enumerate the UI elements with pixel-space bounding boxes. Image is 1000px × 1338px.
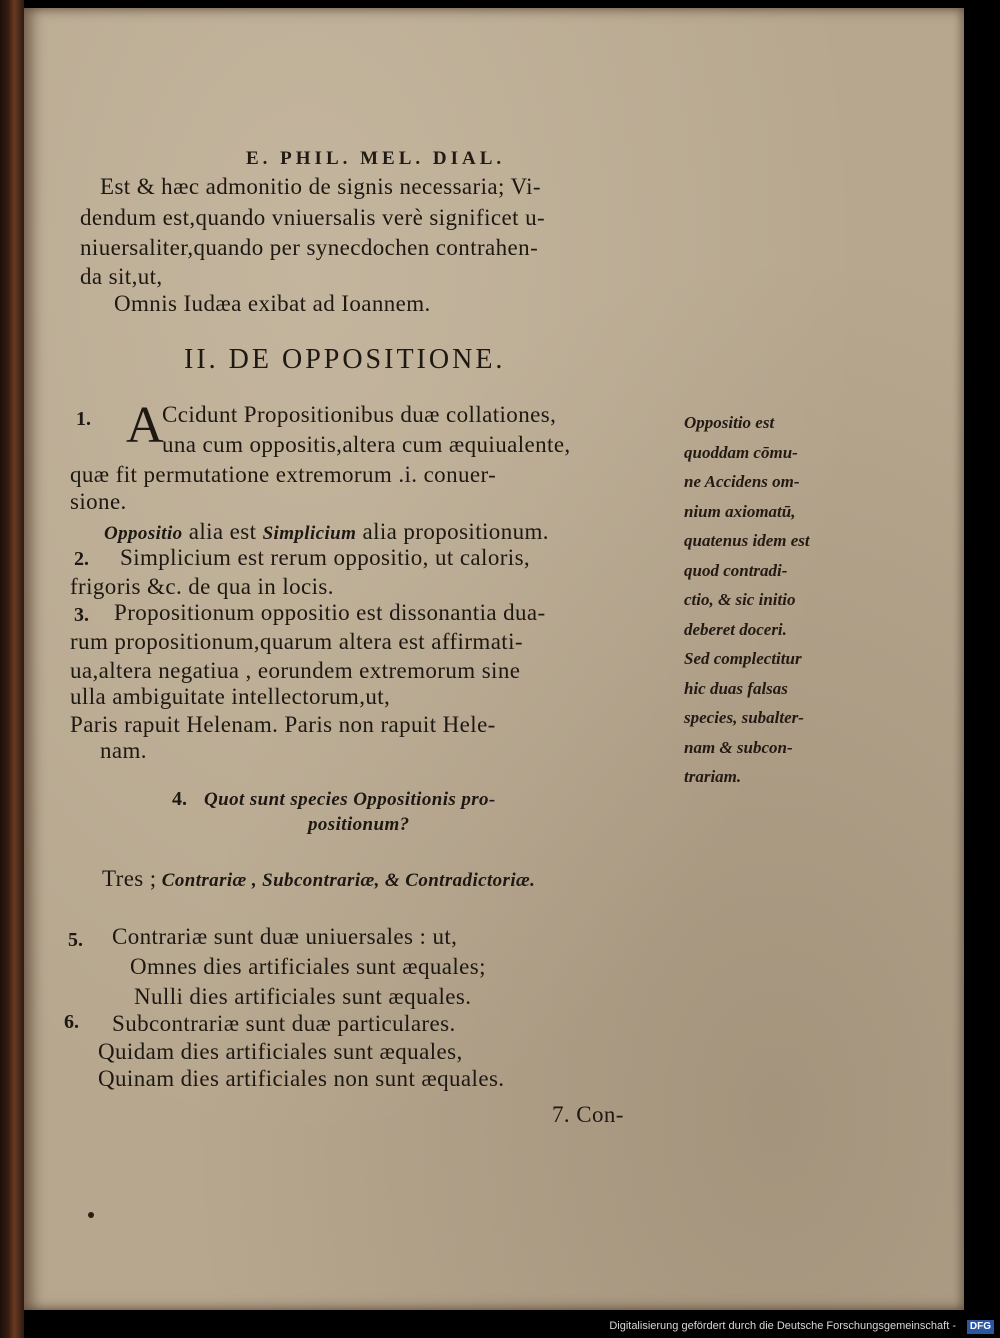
paragraph-number-1: 1. xyxy=(76,408,91,430)
margin-note-line: nium axiomatū, xyxy=(684,501,796,521)
paragraph-number-2: 2. xyxy=(74,548,89,570)
para1-line-3: quæ fit permutatione extremorum .i. conuer- xyxy=(70,462,497,487)
para3-line-6: nam. xyxy=(100,738,147,763)
para6-line-3: Quinam dies artificiales non sunt æquales. xyxy=(98,1066,505,1091)
margin-note-line: quod contradi- xyxy=(684,560,788,580)
book-page xyxy=(24,8,964,1310)
para3-line-3: ua,altera negatiua , eorundem extremorum sine xyxy=(70,658,521,683)
section-heading: II. DE OPPOSITIONE. xyxy=(184,344,506,375)
intro-line-4: da sit,ut, xyxy=(80,264,163,289)
margin-note-line: nam & subcon- xyxy=(684,737,793,757)
intro-line-2: dendum est,quando vniuersalis verè significet u- xyxy=(80,205,546,230)
paragraph-number-4: 4. xyxy=(172,788,187,810)
answer-species: Contrariæ , Subcontrariæ, & Contradictoriæ. xyxy=(156,870,536,891)
margin-note-line: Oppositio est xyxy=(684,413,775,432)
para3-line-4: ulla ambiguitate intellectorum,ut, xyxy=(70,684,391,709)
marginal-note xyxy=(684,408,844,792)
paragraph-number-3: 3. xyxy=(74,604,89,626)
answer-lead: Tres ; xyxy=(102,866,157,891)
simplicium-term: Simplicium xyxy=(262,523,357,544)
margin-note-line: ne Accidens om- xyxy=(684,472,800,491)
ink-spot xyxy=(88,1212,94,1218)
intro-line-1: Est & hæc admonitio de signis necessaria; Vi- xyxy=(100,174,541,199)
para5-line-2: Omnes dies artificiales sunt æquales; xyxy=(130,954,486,979)
drop-cap: A xyxy=(126,397,164,454)
oppositio-term: Oppositio xyxy=(104,523,183,544)
margin-note-line: deberet doceri. xyxy=(684,619,787,639)
book-spine-edge xyxy=(0,0,24,1338)
para1-line-4: sione. xyxy=(70,489,127,514)
para1-line-1: Ccidunt Propositionibus duæ collationes, xyxy=(162,402,557,427)
margin-note-line: ctio, & sic initio xyxy=(684,590,796,609)
question-line-2: positionum? xyxy=(308,814,410,835)
margin-note-line: quoddam cōmu- xyxy=(684,442,798,462)
oppositio-text-1: alia est xyxy=(182,519,263,544)
margin-note-line: species, subalter- xyxy=(684,708,804,727)
para3-line-2: rum propositionum,quarum altera est affirmati- xyxy=(70,629,523,654)
example-line: Omnis Iudæa exibat ad Ioannem. xyxy=(114,291,431,316)
margin-note-line: trariam. xyxy=(684,767,742,786)
para6-line-1: Subcontrariæ sunt duæ particulares. xyxy=(112,1011,456,1036)
dfg-logo: DFG xyxy=(967,1320,994,1334)
para5-line-1: Contrariæ sunt duæ uniuersales : ut, xyxy=(112,924,458,949)
margin-note-line: hic duas falsas xyxy=(684,678,788,698)
question-line-1: Quot sunt species Oppositionis pro- xyxy=(204,789,496,810)
para5-line-3: Nulli dies artificiales sunt æquales. xyxy=(134,984,472,1009)
catchword: 7. Con- xyxy=(552,1102,624,1127)
paragraph-number-6: 6. xyxy=(64,1011,79,1033)
margin-note-line: Sed complectitur xyxy=(684,649,802,668)
para2-line-2: frigoris &c. de qua in locis. xyxy=(70,574,334,599)
oppositio-text-2: alia propositionum. xyxy=(356,519,549,544)
paragraph-number-5: 5. xyxy=(68,929,83,951)
para3-line-5: Paris rapuit Helenam. Paris non rapuit Hele- xyxy=(70,712,496,737)
para2-line-1: Simplicium est rerum oppositio, ut caloris, xyxy=(120,545,531,570)
intro-line-3: niuersaliter,quando per synecdochen contrahen- xyxy=(80,235,539,260)
para1-line-2: una cum oppositis,altera cum æquiualente, xyxy=(162,432,571,457)
para6-line-2: Quidam dies artificiales sunt æquales, xyxy=(98,1039,463,1064)
para3-line-1: Propositionum oppositio est dissonantia dua- xyxy=(114,600,546,625)
running-header: E. PHIL. MEL. DIAL. xyxy=(246,148,506,169)
margin-note-line: quatenus idem est xyxy=(684,531,810,550)
oppositio-line xyxy=(104,519,549,545)
digitization-footer: Digitalisierung gefördert durch die Deutsche Forschungsgemeinschaft - xyxy=(609,1320,956,1332)
answer-line xyxy=(102,866,535,892)
